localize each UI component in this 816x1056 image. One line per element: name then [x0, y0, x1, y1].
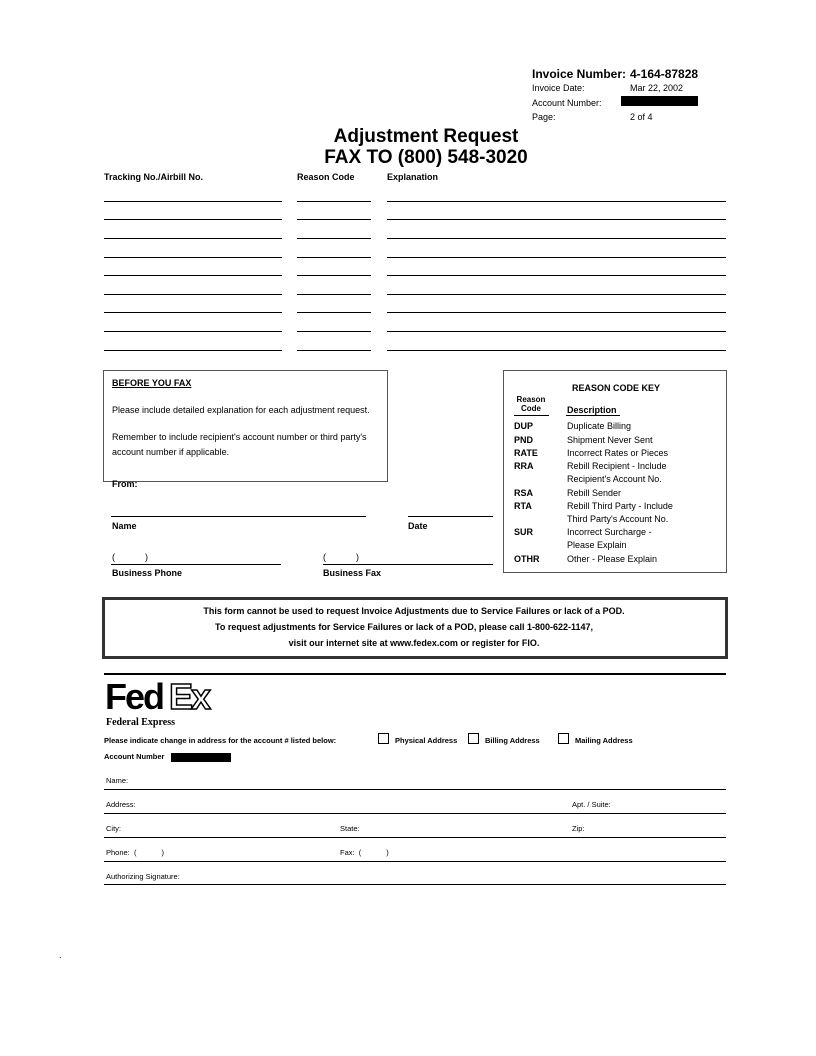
invoice-number-label: Invoice Number:: [532, 67, 627, 81]
section-separator: [104, 673, 726, 675]
tracking-line[interactable]: [104, 350, 282, 351]
reason-code: OTHR: [514, 554, 540, 564]
tracking-line[interactable]: [104, 275, 282, 276]
tracking-line[interactable]: [104, 331, 282, 332]
before-you-fax-instruction-2b: account number if applicable.: [112, 447, 230, 457]
business-fax-label: Business Fax: [323, 568, 382, 578]
reason-description: Incorrect Surcharge -: [567, 527, 652, 537]
form-title: [226, 126, 626, 168]
date-label: Date: [408, 521, 428, 531]
reason-description-cont: Third Party's Account No.: [567, 514, 669, 524]
mailing-address-checkbox[interactable]: [558, 733, 569, 744]
reason-code: RRA: [514, 461, 534, 471]
explanation-line[interactable]: [387, 294, 726, 295]
signature-field-line[interactable]: [104, 884, 726, 885]
city-field-label: City:: [106, 824, 121, 833]
reason-description: Rebill Recipient - Include: [567, 461, 667, 471]
reason-code-column-header: Reason Code: [297, 172, 355, 182]
address-field-line[interactable]: [104, 813, 726, 814]
before-you-fax-heading: BEFORE YOU FAX: [112, 378, 192, 388]
reason-code-line[interactable]: [297, 312, 371, 313]
reason-code-line[interactable]: [297, 219, 371, 220]
reason-code: RATE: [514, 448, 538, 458]
name-field-label: Name:: [106, 776, 129, 785]
phone-field-line[interactable]: [104, 861, 726, 862]
city-field-line[interactable]: [104, 837, 726, 838]
fax-number-title: FAX TO (800) 548-3020: [324, 147, 528, 168]
name-label: Name: [112, 521, 137, 531]
fedex-logo: [105, 676, 225, 730]
tracking-line[interactable]: [104, 238, 282, 239]
page-label: Page:: [532, 112, 556, 122]
reason-code-line[interactable]: [297, 331, 371, 332]
reason-code-col-header-line1: Reason: [516, 395, 546, 404]
physical-address-checkbox[interactable]: [378, 733, 389, 744]
account-number-redacted-lower: [171, 753, 231, 762]
tracking-line[interactable]: [104, 294, 282, 295]
fedex-logo-fed: Fed: [105, 676, 164, 717]
reason-description-cont: Recipient's Account No.: [567, 474, 662, 484]
reason-description: Shipment Never Sent: [567, 435, 653, 445]
notice-line-3: visit our internet site at www.fedex.com or register for FIO.: [288, 638, 540, 648]
authorizing-signature-label: Authorizing Signature:: [106, 872, 180, 881]
billing-address-checkbox[interactable]: [468, 733, 479, 744]
reason-description: Rebill Sender: [567, 488, 622, 498]
tracking-line[interactable]: [104, 312, 282, 313]
reason-code: SUR: [514, 527, 534, 537]
account-number-label-lower: Account Number: [104, 752, 165, 761]
reason-code-col-header: [512, 395, 550, 413]
description-col-header: Description: [567, 405, 617, 415]
fedex-logo-tagline: Federal Express: [106, 717, 175, 728]
invoice-number-value: 4-164-87828: [630, 67, 699, 81]
reason-description: Duplicate Billing: [567, 421, 632, 431]
zip-field-label: Zip:: [572, 824, 585, 833]
reason-code-col-underline: [514, 415, 549, 416]
explanation-line[interactable]: [387, 219, 726, 220]
apt-suite-field-label: Apt. / Suite:: [572, 800, 611, 809]
name-line[interactable]: [111, 516, 366, 517]
reason-code-line[interactable]: [297, 238, 371, 239]
reason-code-line[interactable]: [297, 275, 371, 276]
reason-description: Incorrect Rates or Pieces: [567, 448, 669, 458]
reason-code: DUP: [514, 421, 534, 431]
billing-address-label: Billing Address: [485, 736, 540, 745]
reason-code-line[interactable]: [297, 257, 371, 258]
before-you-fax-instruction-1: Please include detailed explanation for each adjustment request.: [112, 405, 370, 415]
reason-code-col-header-line2: Code: [521, 404, 541, 413]
tracking-line[interactable]: [104, 257, 282, 258]
name-field-line[interactable]: [104, 789, 726, 790]
page-value: 2 of 4: [630, 112, 653, 122]
explanation-line[interactable]: [387, 201, 726, 202]
address-field-label: Address:: [106, 800, 136, 809]
invoice-date-label: Invoice Date:: [532, 83, 585, 93]
date-line[interactable]: [408, 516, 493, 517]
state-field-label: State:: [340, 824, 360, 833]
reason-code: RTA: [514, 501, 532, 511]
reason-description: Other - Please Explain: [567, 554, 658, 564]
description-col-underline: [566, 415, 620, 416]
reason-code: RSA: [514, 488, 534, 498]
mailing-address-label: Mailing Address: [575, 736, 633, 745]
reason-code-line[interactable]: [297, 201, 371, 202]
tracking-line[interactable]: [104, 219, 282, 220]
reason-description-cont: Please Explain: [567, 540, 627, 550]
explanation-line[interactable]: [387, 275, 726, 276]
business-fax-area: ( ): [323, 552, 359, 562]
notice-line-2: To request adjustments for Service Failures or lack of a POD, please call 1-800-622-1147,: [215, 622, 593, 632]
reason-code-line[interactable]: [297, 294, 371, 295]
tracking-column-header: Tracking No./Airbill No.: [104, 172, 204, 182]
reason-code: PND: [514, 435, 534, 445]
fedex-logo-ex: Ex: [169, 676, 210, 717]
fax-field-label: Fax: ( ): [340, 848, 389, 857]
form-title-line1: Adjustment Request: [333, 126, 519, 147]
explanation-line[interactable]: [387, 312, 726, 313]
business-phone-area: ( ): [112, 552, 148, 562]
reason-code-key-heading: REASON CODE KEY: [572, 383, 661, 393]
reason-description: Rebill Third Party - Include: [567, 501, 673, 511]
business-phone-label: Business Phone: [112, 568, 183, 578]
phone-field-label: Phone: ( ): [106, 848, 164, 857]
footer-mark: .: [59, 950, 62, 960]
explanation-column-header: Explanation: [387, 172, 439, 182]
physical-address-label: Physical Address: [395, 736, 458, 745]
before-you-fax-instruction-2a: Remember to include recipient's account number or third party's: [112, 432, 367, 442]
reason-code-line[interactable]: [297, 350, 371, 351]
account-number-label: Account Number:: [532, 98, 602, 108]
tracking-line[interactable]: [104, 201, 282, 202]
from-label: From:: [112, 479, 138, 489]
explanation-line[interactable]: [387, 350, 726, 351]
notice-line-1: This form cannot be used to request Invoice Adjustments due to Service Failures or lack of a POD.: [203, 606, 625, 616]
invoice-date-value: Mar 22, 2002: [630, 83, 684, 93]
explanation-line[interactable]: [387, 238, 726, 239]
business-fax-line[interactable]: [323, 564, 493, 565]
explanation-line[interactable]: [387, 257, 726, 258]
explanation-line[interactable]: [387, 331, 726, 332]
account-number-redacted: [621, 96, 698, 106]
business-phone-line[interactable]: [111, 564, 281, 565]
address-change-prompt: Please indicate change in address for the account # listed below:: [104, 736, 337, 745]
